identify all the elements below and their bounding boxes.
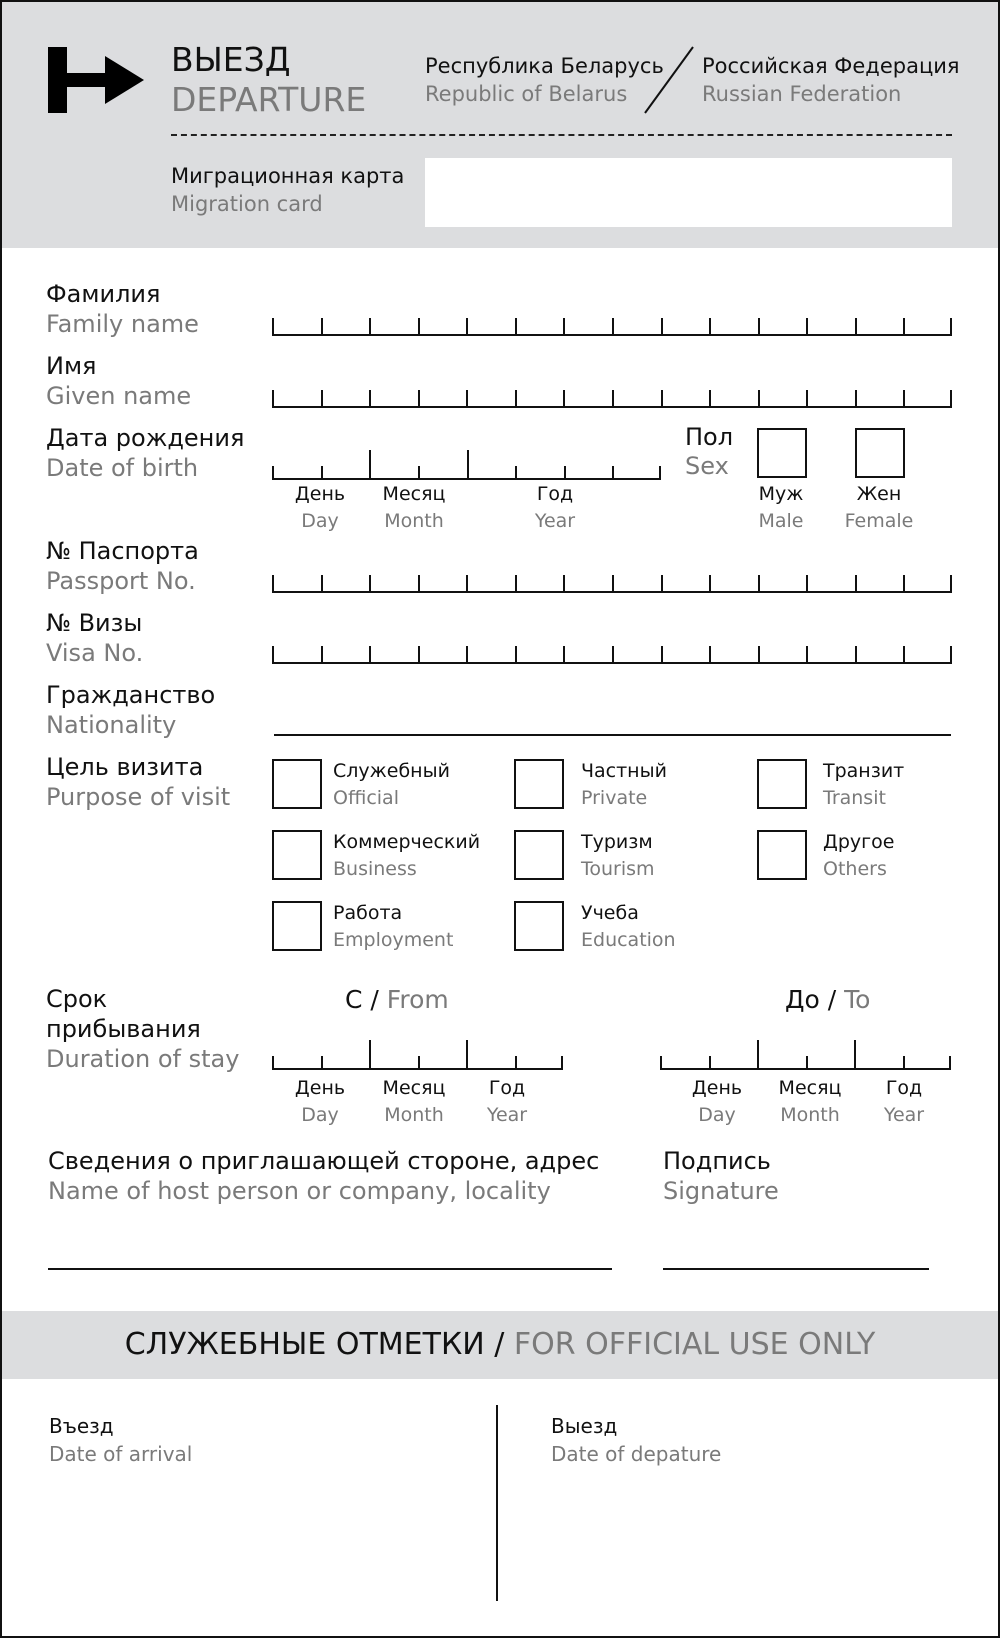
field-major-tick xyxy=(757,1040,759,1070)
field-tick xyxy=(661,575,663,593)
sex-male-checkbox[interactable] xyxy=(757,428,807,478)
from-en: From xyxy=(386,985,449,1014)
field-tick xyxy=(950,318,952,336)
field-tick xyxy=(272,390,274,408)
field-major-tick xyxy=(466,1040,468,1070)
field-tick xyxy=(758,646,760,664)
stay-to-input[interactable] xyxy=(660,1040,951,1070)
field-tick xyxy=(515,466,517,480)
sex-label-ru: Пол xyxy=(685,423,734,451)
field-tick xyxy=(661,390,663,408)
purpose-official-checkbox[interactable] xyxy=(272,759,322,809)
field-tick xyxy=(709,1056,711,1070)
purpose-tourism-en: Tourism xyxy=(581,858,655,880)
nationality-label-ru: Гражданство xyxy=(46,681,216,709)
field-tick xyxy=(563,390,565,408)
sex-label-en: Sex xyxy=(685,452,729,480)
field-tick xyxy=(806,575,808,593)
purpose-business-ru: Коммерческий xyxy=(333,831,481,853)
host-label-ru: Сведения о приглашающей стороне, адрес xyxy=(48,1147,600,1175)
arrival-ru: Въезд xyxy=(49,1414,114,1438)
official-title xyxy=(0,1326,1000,1364)
field-tick xyxy=(418,390,420,408)
field-tick xyxy=(709,390,711,408)
signature-label-ru: Подпись xyxy=(663,1147,771,1175)
field-tick xyxy=(515,575,517,593)
purpose-official-en: Official xyxy=(333,787,399,809)
to-month-en: Month xyxy=(780,1104,840,1126)
country2-ru: Российская Федерация xyxy=(702,54,960,78)
given-name-input[interactable] xyxy=(272,390,952,408)
dob-label-ru: Дата рождения xyxy=(46,424,245,452)
field-tick xyxy=(418,466,420,480)
to-en: To xyxy=(844,985,871,1014)
purpose-private-checkbox[interactable] xyxy=(514,759,564,809)
field-tick xyxy=(321,466,323,480)
purpose-business-en: Business xyxy=(333,858,417,880)
given-name-label-ru: Имя xyxy=(46,352,97,380)
official-divider xyxy=(496,1405,498,1601)
departure-ru: Выезд xyxy=(551,1414,618,1438)
dob-label-en: Date of birth xyxy=(46,454,199,482)
departure-en: Date of depature xyxy=(551,1442,722,1466)
field-tick xyxy=(561,1056,563,1070)
dob-month-ru: Месяц xyxy=(382,483,446,505)
field-tick xyxy=(661,646,663,664)
stay-from-input[interactable] xyxy=(272,1040,563,1070)
dob-year-en: Year xyxy=(534,510,576,532)
purpose-label-en: Purpose of visit xyxy=(46,783,231,811)
sex-male-en: Male xyxy=(758,510,804,532)
field-tick xyxy=(660,1056,662,1070)
departure-arrow-icon xyxy=(48,47,144,113)
field-tick xyxy=(950,575,952,593)
sex-female-ru: Жен xyxy=(856,483,902,505)
field-major-tick xyxy=(369,1040,371,1070)
field-tick xyxy=(418,646,420,664)
field-tick xyxy=(563,646,565,664)
official-title-en: FOR OFFICIAL USE ONLY xyxy=(513,1327,876,1362)
field-tick xyxy=(321,390,323,408)
title-ru: ВЫЕЗД xyxy=(171,40,291,79)
slash-divider xyxy=(643,46,695,114)
field-tick xyxy=(612,466,614,480)
field-tick xyxy=(612,390,614,408)
field-tick xyxy=(855,318,857,336)
duration-label-en: Duration of stay xyxy=(46,1045,240,1073)
field-tick xyxy=(563,575,565,593)
field-tick xyxy=(321,318,323,336)
given-name-label-en: Given name xyxy=(46,382,192,410)
dob-month-en: Month xyxy=(384,510,444,532)
field-tick xyxy=(806,646,808,664)
field-tick xyxy=(369,390,371,408)
passport-label-ru: № Паспорта xyxy=(46,537,199,565)
from-ru: С / xyxy=(345,985,379,1014)
to-day-ru: День xyxy=(691,1077,743,1099)
title-en: DEPARTURE xyxy=(171,80,367,119)
field-tick xyxy=(855,390,857,408)
field-tick xyxy=(903,646,905,664)
card-label-ru: Миграционная карта xyxy=(171,164,405,188)
field-tick xyxy=(321,646,323,664)
purpose-private-en: Private xyxy=(581,787,648,809)
country1-ru: Республика Беларусь xyxy=(425,54,664,78)
field-tick xyxy=(466,390,468,408)
purpose-others-checkbox[interactable] xyxy=(757,830,807,880)
purpose-transit-en: Transit xyxy=(823,787,886,809)
purpose-education-checkbox[interactable] xyxy=(514,901,564,951)
from-year-ru: Год xyxy=(488,1077,526,1099)
passport-input[interactable] xyxy=(272,575,952,593)
purpose-private-ru: Частный xyxy=(581,760,667,782)
dashed-separator xyxy=(171,134,952,136)
country2-en: Russian Federation xyxy=(702,82,902,106)
family-name-label-ru: Фамилия xyxy=(46,280,161,308)
field-tick xyxy=(369,575,371,593)
field-tick xyxy=(563,318,565,336)
dob-day-ru: День xyxy=(294,483,346,505)
field-tick xyxy=(950,390,952,408)
field-tick xyxy=(515,390,517,408)
field-tick xyxy=(466,575,468,593)
passport-label-en: Passport No. xyxy=(46,567,196,595)
field-tick xyxy=(612,646,614,664)
field-tick xyxy=(418,1056,420,1070)
field-tick xyxy=(321,1056,323,1070)
from-day-ru: День xyxy=(294,1077,346,1099)
purpose-others-en: Others xyxy=(823,858,887,880)
field-tick xyxy=(515,1056,517,1070)
duration-label-ru-1: Срок xyxy=(46,985,108,1013)
duration-label-ru-2: прибывания xyxy=(46,1015,201,1043)
from-month-en: Month xyxy=(384,1104,444,1126)
field-tick xyxy=(950,646,952,664)
sex-male-ru: Муж xyxy=(758,483,804,505)
field-tick xyxy=(564,466,566,480)
field-tick xyxy=(661,318,663,336)
field-tick xyxy=(272,646,274,664)
dob-input[interactable] xyxy=(272,450,661,480)
to-heading xyxy=(785,985,870,1015)
field-tick xyxy=(369,318,371,336)
field-tick xyxy=(612,318,614,336)
field-tick xyxy=(903,1056,905,1070)
field-tick xyxy=(903,318,905,336)
field-tick xyxy=(758,390,760,408)
from-month-ru: Месяц xyxy=(382,1077,446,1099)
purpose-employment-checkbox[interactable] xyxy=(272,901,322,951)
dob-day-en: Day xyxy=(301,510,339,532)
dob-year-ru: Год xyxy=(536,483,574,505)
field-tick xyxy=(758,318,760,336)
host-label-en: Name of host person or company, locality xyxy=(48,1177,551,1205)
purpose-label-ru: Цель визита xyxy=(46,753,204,781)
to-day-en: Day xyxy=(698,1104,736,1126)
field-tick xyxy=(903,575,905,593)
field-tick xyxy=(612,575,614,593)
sex-female-en: Female xyxy=(844,510,914,532)
field-tick xyxy=(659,466,661,480)
field-tick xyxy=(515,318,517,336)
purpose-tourism-ru: Туризм xyxy=(581,831,653,853)
from-year-en: Year xyxy=(486,1104,528,1126)
card-number-field[interactable] xyxy=(425,158,952,227)
purpose-transit-ru: Транзит xyxy=(823,760,905,782)
purpose-employment-en: Employment xyxy=(333,929,454,951)
from-heading xyxy=(345,985,449,1015)
country1-en: Republic of Belarus xyxy=(425,82,628,106)
card-label-en: Migration card xyxy=(171,192,323,216)
official-title-ru: СЛУЖЕБНЫЕ ОТМЕТКИ / xyxy=(124,1327,505,1362)
purpose-official-ru: Служебный xyxy=(333,760,450,782)
field-tick xyxy=(466,646,468,664)
field-tick xyxy=(855,646,857,664)
purpose-others-ru: Другое xyxy=(823,831,895,853)
purpose-education-ru: Учеба xyxy=(581,902,639,924)
field-tick xyxy=(903,390,905,408)
field-tick xyxy=(272,575,274,593)
field-tick xyxy=(272,318,274,336)
purpose-business-checkbox[interactable] xyxy=(272,830,322,880)
nationality-label-en: Nationality xyxy=(46,711,177,739)
family-name-label-en: Family name xyxy=(46,310,199,338)
field-major-tick xyxy=(369,450,371,480)
host-input[interactable] xyxy=(48,1268,612,1270)
visa-input[interactable] xyxy=(272,646,952,664)
purpose-tourism-checkbox[interactable] xyxy=(514,830,564,880)
to-year-ru: Год xyxy=(885,1077,923,1099)
purpose-employment-ru: Работа xyxy=(333,902,403,924)
field-tick xyxy=(758,575,760,593)
field-tick xyxy=(418,575,420,593)
field-tick xyxy=(949,1056,951,1070)
purpose-education-en: Education xyxy=(581,929,676,951)
family-name-input[interactable] xyxy=(272,318,952,336)
field-tick xyxy=(418,318,420,336)
purpose-transit-checkbox[interactable] xyxy=(757,759,807,809)
field-tick xyxy=(369,646,371,664)
field-tick xyxy=(272,1056,274,1070)
field-major-tick xyxy=(854,1040,856,1070)
to-month-ru: Месяц xyxy=(778,1077,842,1099)
field-tick xyxy=(709,646,711,664)
arrival-en: Date of arrival xyxy=(49,1442,193,1466)
signature-label-en: Signature xyxy=(663,1177,779,1205)
field-tick xyxy=(709,575,711,593)
visa-label-ru: № Визы xyxy=(46,609,143,637)
field-tick xyxy=(709,318,711,336)
to-year-en: Year xyxy=(883,1104,925,1126)
field-tick xyxy=(515,646,517,664)
field-tick xyxy=(806,318,808,336)
field-tick xyxy=(466,318,468,336)
signature-input[interactable] xyxy=(663,1268,929,1270)
field-major-tick xyxy=(467,450,469,480)
field-tick xyxy=(321,575,323,593)
field-tick xyxy=(272,466,274,480)
field-tick xyxy=(806,390,808,408)
sex-female-checkbox[interactable] xyxy=(855,428,905,478)
from-day-en: Day xyxy=(301,1104,339,1126)
to-ru: До / xyxy=(785,985,837,1014)
visa-label-en: Visa No. xyxy=(46,639,144,667)
field-tick xyxy=(806,1056,808,1070)
field-tick xyxy=(855,575,857,593)
nationality-input[interactable] xyxy=(274,734,951,736)
